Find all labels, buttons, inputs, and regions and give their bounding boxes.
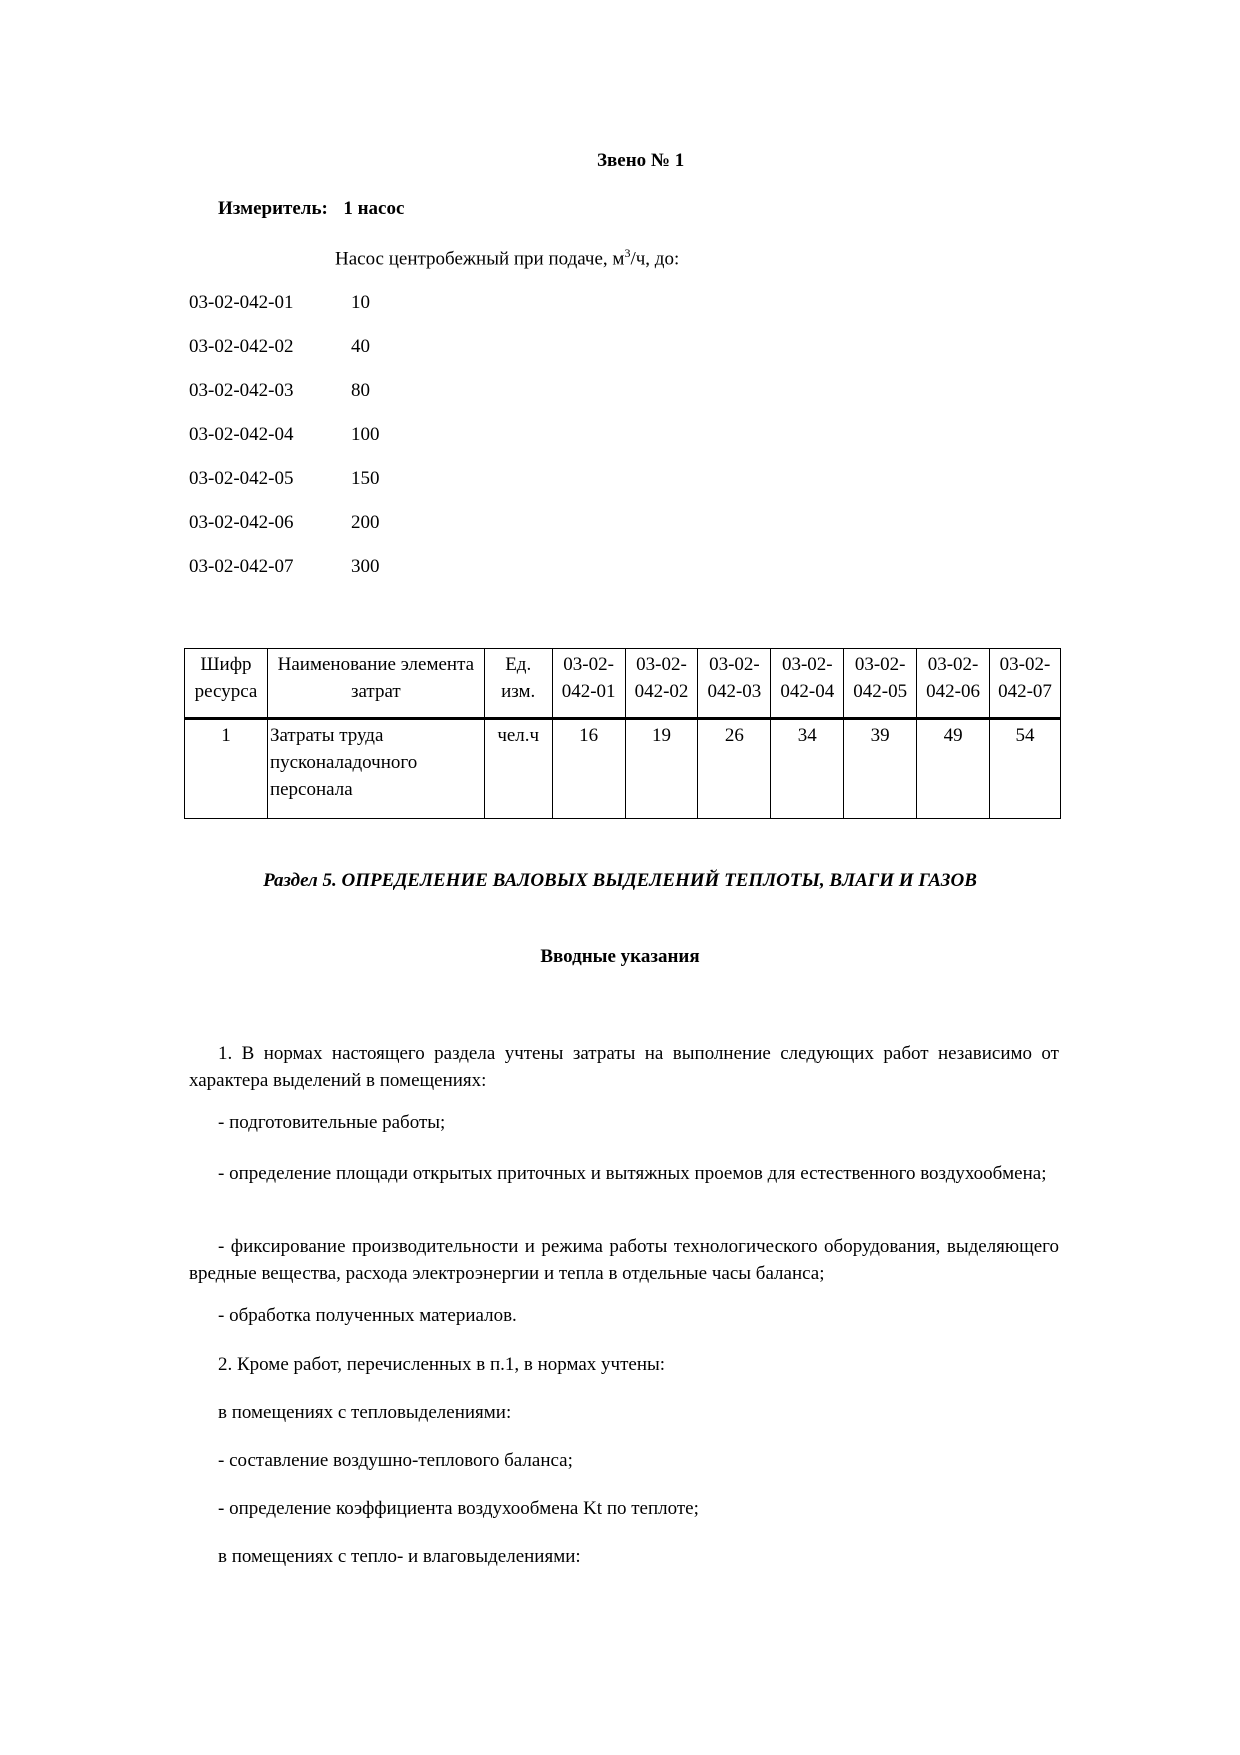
code: 03-02-042-01 — [189, 292, 294, 313]
paragraph-3-text: - определение площади открытых приточных и вытяжных проемов для естественного воздухообмена; — [218, 1163, 1047, 1184]
cell-unit: чел.ч — [484, 719, 552, 819]
header-col: 03-02-042-04 — [771, 649, 844, 719]
code: 03-02-042-03 — [189, 380, 294, 401]
cell-value: 19 — [625, 719, 698, 819]
table-header-row — [185, 649, 1061, 719]
cell-shifr: 1 — [185, 719, 268, 819]
code-value: 10 — [351, 292, 370, 313]
paragraph-7: в помещениях с тепловыделениями: — [218, 1402, 512, 1423]
zveno-title: Звено № 1 — [597, 150, 685, 171]
pump-caption-tail: /ч, до: — [630, 248, 680, 270]
cell-value: 34 — [771, 719, 844, 819]
pump-caption-sup: 3 — [624, 246, 631, 260]
intro-title: Вводные указания — [540, 946, 700, 967]
header-col: 03-02-042-03 — [698, 649, 771, 719]
cell-value: 16 — [552, 719, 625, 819]
code-value: 150 — [351, 468, 380, 489]
paragraph-3 — [189, 1160, 1059, 1187]
section-title: Раздел 5. ОПРЕДЕЛЕНИЕ ВАЛОВЫХ ВЫДЕЛЕНИЙ ТЕПЛОТЫ, ВЛАГИ И ГАЗОВ — [263, 870, 977, 891]
header-col: 03-02-042-05 — [844, 649, 917, 719]
header-col: 03-02-042-06 — [917, 649, 990, 719]
paragraph-4 — [189, 1233, 1059, 1287]
izmeritel-value: 1 насос — [343, 198, 405, 219]
cell-value: 39 — [844, 719, 917, 819]
header-col: 03-02-042-01 — [552, 649, 625, 719]
code: 03-02-042-02 — [189, 336, 294, 357]
code: 03-02-042-04 — [189, 424, 294, 445]
paragraph-1-text: 1. В нормах настоящего раздела учтены затраты на выполнение следующих работ независимо от характера выделений в помещениях: — [189, 1043, 1059, 1091]
pump-caption — [335, 246, 679, 270]
code-value: 100 — [351, 424, 380, 445]
paragraph-2: - подготовительные работы; — [218, 1112, 446, 1133]
table-row — [185, 719, 1061, 819]
code: 03-02-042-06 — [189, 512, 294, 533]
paragraph-4-text: - фиксирование производительности и режима работы технологического оборудования, выделяющего вредные вещества, расхода электроэнергии и тепла в отдельные часы баланса; — [189, 1236, 1059, 1284]
paragraph-10: в помещениях с тепло- и влаговыделениями: — [218, 1546, 581, 1567]
code-value: 80 — [351, 380, 370, 401]
code-value: 300 — [351, 556, 380, 577]
header-col: 03-02-042-02 — [625, 649, 698, 719]
header-unit: Ед. изм. — [484, 649, 552, 719]
pump-caption-text: Насос центробежный при подаче, м — [335, 248, 625, 270]
resource-table — [184, 648, 1061, 819]
paragraph-6: 2. Кроме работ, перечисленных в п.1, в нормах учтены: — [218, 1354, 666, 1375]
paragraph-5: - обработка полученных материалов. — [218, 1305, 517, 1326]
cell-value: 26 — [698, 719, 771, 819]
code-value: 40 — [351, 336, 370, 357]
izmeritel-line — [218, 198, 404, 220]
cell-value: 49 — [917, 719, 990, 819]
header-shifr: Шифр ресурса — [185, 649, 268, 719]
izmeritel-label: Измеритель: — [218, 198, 328, 219]
cell-name: Затраты труда пусконаладочного персонала — [267, 719, 484, 819]
code: 03-02-042-07 — [189, 556, 294, 577]
header-name: Наименование элемента затрат — [267, 649, 484, 719]
code-value: 200 — [351, 512, 380, 533]
paragraph-8: - составление воздушно-теплового баланса; — [218, 1450, 573, 1471]
paragraph-9: - определение коэффициента воздухообмена Kt по теплоте; — [218, 1498, 699, 1519]
cell-value: 54 — [990, 719, 1061, 819]
code: 03-02-042-05 — [189, 468, 294, 489]
header-col: 03-02-042-07 — [990, 649, 1061, 719]
paragraph-1 — [189, 1040, 1059, 1094]
